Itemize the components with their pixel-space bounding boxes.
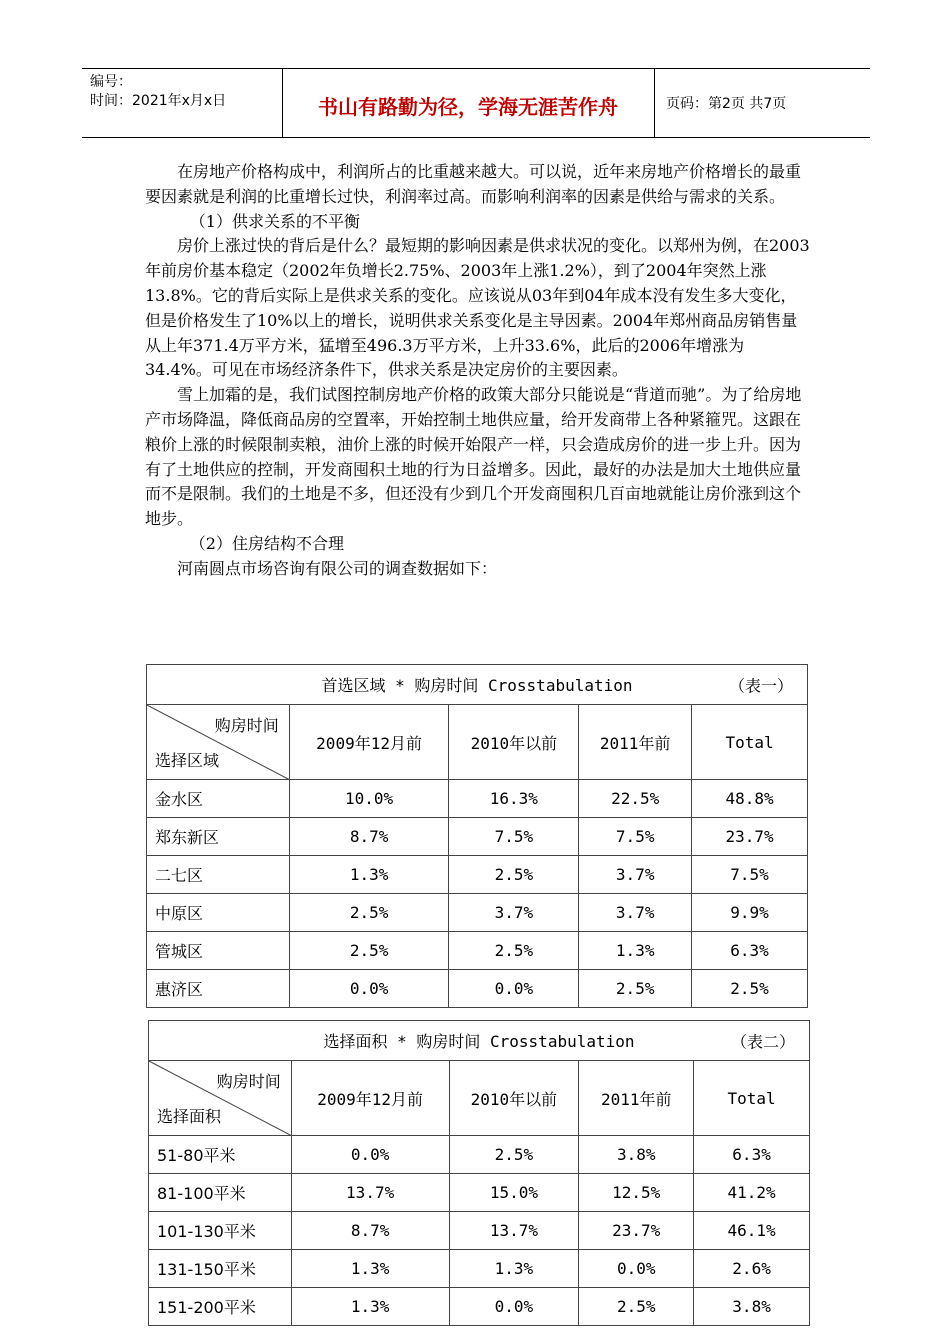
table-cell: 2.5% [449, 1136, 579, 1174]
table-header-row [149, 1061, 810, 1136]
page-header [82, 68, 870, 138]
page-break-mask [147, 1010, 809, 1018]
table-cell: 0.0% [449, 1288, 579, 1326]
row-label: 金水区 [147, 780, 290, 818]
table-row [149, 1288, 810, 1326]
row-label: 101-130平米 [149, 1212, 292, 1250]
table-cell: 1.3% [579, 932, 692, 970]
table-cell: 23.7% [692, 818, 808, 856]
table-cell: 2.5% [449, 932, 579, 970]
section-heading: （2）住房结构不合理 [189, 533, 344, 553]
column-header: 2009年12月前 [289, 705, 449, 780]
document-number-label: 编号： [90, 74, 132, 90]
table-row [147, 970, 808, 1008]
table-cell: 1.3% [291, 1288, 449, 1326]
table-title [149, 1021, 810, 1061]
table-cell: 3.8% [694, 1288, 810, 1326]
table-cell: 15.0% [449, 1174, 579, 1212]
table-cell: 3.8% [579, 1136, 694, 1174]
article-body [145, 160, 810, 582]
table-cell: 13.7% [291, 1174, 449, 1212]
column-header: 2010年以前 [449, 705, 579, 780]
table-cell: 10.0% [289, 780, 449, 818]
table-cell: 23.7% [579, 1212, 694, 1250]
table-cell: 12.5% [579, 1174, 694, 1212]
table-cell: 22.5% [579, 780, 692, 818]
corner-top-label: 购房时间 [216, 1072, 281, 1091]
table-row [149, 1136, 810, 1174]
table-cell: 0.0% [579, 1250, 694, 1288]
column-header: 2009年12月前 [291, 1061, 449, 1136]
crosstab-table-2 [148, 1020, 810, 1326]
row-label: 郑东新区 [147, 818, 290, 856]
table-cell: 2.5% [692, 970, 808, 1008]
section-heading: （1）供求关系的不平衡 [189, 211, 360, 231]
table-title-row [149, 1021, 810, 1061]
table-cell: 2.6% [694, 1250, 810, 1288]
table-cell: 8.7% [291, 1212, 449, 1250]
table-cell: 3.7% [579, 856, 692, 894]
table-title [147, 665, 808, 705]
table-cell: 6.3% [692, 932, 808, 970]
column-header: 2011年前 [579, 1061, 694, 1136]
table-title-row [147, 665, 808, 705]
corner-bottom-label: 选择面积 [157, 1107, 222, 1126]
row-label: 81-100平米 [149, 1174, 292, 1212]
table-cell: 3.7% [579, 894, 692, 932]
table-row [147, 856, 808, 894]
header-divider [654, 69, 655, 137]
column-header: 2010年以前 [449, 1061, 579, 1136]
table-cell: 2.5% [579, 1288, 694, 1326]
header-motto: 书山有路勤为径，学海无涯苦作舟 [318, 95, 618, 119]
corner-cell [149, 1061, 292, 1136]
corner-top-label: 购房时间 [214, 716, 279, 735]
table-row [147, 932, 808, 970]
table-cell: 9.9% [692, 894, 808, 932]
table-cell: 13.7% [449, 1212, 579, 1250]
table-cell: 7.5% [692, 856, 808, 894]
table-row [147, 818, 808, 856]
table-cell: 1.3% [291, 1250, 449, 1288]
table-cell: 0.0% [291, 1136, 449, 1174]
table-cell: 7.5% [449, 818, 579, 856]
paragraph: 河南圆点市场咨询有限公司的调查数据如下： [177, 558, 498, 578]
paragraph: 房价上涨过快的背后是什么？最短期的影响因素是供求状况的变化。以郑州为例，在2003年前房价基本稳定（2002年负增长2.75%、2003年上涨1.2%），到了2004年突然上涨13.8%。它的背后实际上是供求关系的变化。应该说从03年到04年成本没有发生多大变化，但是价格发生了10%以上的增长，说明供求关系变化是主导因素。2004年郑州商品房销售量从上年371.4万平方米，猛增至496.3万平方米，上升33.6%，此后的2006年增涨为34.4%。可见在市场经济条件下，供求关系是决定房价的主要因素。 [145, 236, 810, 380]
table-row [147, 780, 808, 818]
table-cell: 2.5% [449, 856, 579, 894]
corner-cell [147, 705, 290, 780]
row-label: 151-200平米 [149, 1288, 292, 1326]
table-cell: 1.3% [289, 856, 449, 894]
header-meta [90, 73, 226, 111]
row-label: 131-150平米 [149, 1250, 292, 1288]
row-label: 中原区 [147, 894, 290, 932]
table-cell: 16.3% [449, 780, 579, 818]
table-cell: 2.5% [579, 970, 692, 1008]
row-label: 51-80平米 [149, 1136, 292, 1174]
row-label: 二七区 [147, 856, 290, 894]
table-cell: 2.5% [289, 894, 449, 932]
row-label: 管城区 [147, 932, 290, 970]
column-header: 2011年前 [579, 705, 692, 780]
table-cell: 7.5% [579, 818, 692, 856]
table-cell: 8.7% [289, 818, 449, 856]
table-cell: 0.0% [449, 970, 579, 1008]
table-cell: 48.8% [692, 780, 808, 818]
crosstab-table-1 [146, 664, 808, 1008]
table-cell: 6.3% [694, 1136, 810, 1174]
document-date: 时间：2021年x月x日 [90, 93, 227, 109]
table-row [149, 1212, 810, 1250]
table-title-text: 首选区域 * 购房时间 Crosstabulation [321, 676, 633, 695]
table-row [149, 1250, 810, 1288]
row-label: 惠济区 [147, 970, 290, 1008]
column-header: Total [694, 1061, 810, 1136]
column-header: Total [692, 705, 808, 780]
table-cell: 41.2% [694, 1174, 810, 1212]
table-row [149, 1174, 810, 1212]
paragraph: 在房地产价格构成中，利润所占的比重越来越大。可以说，近年来房地产价格增长的最重要因素就是利润的比重增长过快，利润率过高。而影响利润率的因素是供给与需求的关系。 [145, 162, 802, 206]
table-row [147, 894, 808, 932]
table-cell: 46.1% [694, 1212, 810, 1250]
table-cell: 2.5% [289, 932, 449, 970]
table-title-text: 选择面积 * 购房时间 Crosstabulation [323, 1032, 635, 1051]
table-cell: 0.0% [289, 970, 449, 1008]
page-number: 页码：第2页 共7页 [666, 96, 787, 112]
table-cell: 1.3% [449, 1250, 579, 1288]
corner-bottom-label: 选择区域 [155, 751, 220, 770]
table-header-row [147, 705, 808, 780]
table-cell: 3.7% [449, 894, 579, 932]
paragraph: 雪上加霜的是，我们试图控制房地产价格的政策大部分只能说是“背道而驰”。为了给房地产市场降温，降低商品房的空置率，开始控制土地供应量，给开发商带上各种紧箍咒。这跟在粮价上涨的时候限制卖粮，油价上涨的时候开始限产一样，只会造成房价的进一步上升。因为有了土地供应的控制，开发商囤积土地的行为日益增多。因此，最好的办法是加大土地供应量而不是限制。我们的土地是不多，但还没有少到几个开发商囤积几百亩地就能让房价涨到这个地步。 [145, 385, 802, 529]
table-number: （表一） [728, 676, 793, 695]
table-number: （表二） [730, 1032, 795, 1051]
